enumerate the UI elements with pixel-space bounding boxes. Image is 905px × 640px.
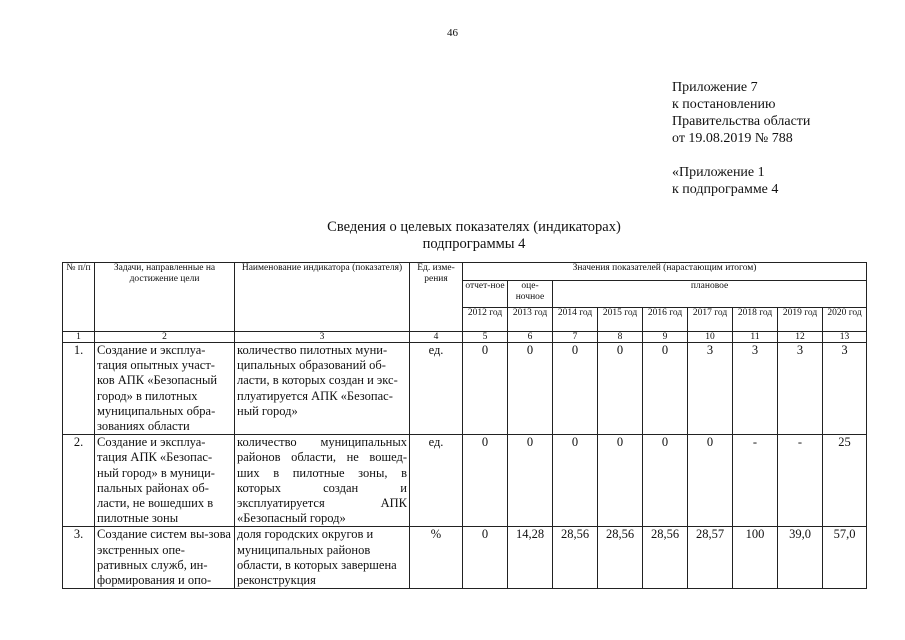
column-number: 9 bbox=[643, 332, 688, 343]
row-value: 0 bbox=[508, 343, 553, 435]
row-value: - bbox=[778, 435, 823, 527]
title-line-1: Сведения о целевых показателях (индикаторах) bbox=[327, 219, 621, 235]
row-task: Создание систем вы-зова экстренных опе-ративных служб, ин-формирования и опо- bbox=[95, 527, 235, 589]
appendix-line: Приложение 7 bbox=[672, 80, 758, 95]
table-row bbox=[63, 343, 867, 435]
row-value: 0 bbox=[553, 343, 598, 435]
column-number: 3 bbox=[235, 332, 410, 343]
header-year: 2012 год bbox=[463, 308, 508, 332]
column-number: 13 bbox=[823, 332, 867, 343]
row-value: 57,0 bbox=[823, 527, 867, 589]
row-value: 3 bbox=[688, 343, 733, 435]
row-value: 0 bbox=[598, 343, 643, 435]
appendix-line: Правительства области bbox=[672, 114, 811, 129]
row-unit: ед. bbox=[410, 343, 463, 435]
row-value: 25 bbox=[823, 435, 867, 527]
appendix-line: «Приложение 1 bbox=[672, 165, 765, 180]
row-value: 3 bbox=[733, 343, 778, 435]
row-value: 28,56 bbox=[553, 527, 598, 589]
row-value: 28,57 bbox=[688, 527, 733, 589]
row-indicator: количество пилотных муни-ципальных образований об-ласти, в которых создан и экс-плуатируется АПК «Безопас-ный город» bbox=[235, 343, 410, 435]
appendix-line: к постановлению bbox=[672, 97, 776, 112]
row-value: 28,56 bbox=[598, 527, 643, 589]
row-task: Создание и эксплуа-тация АПК «Безопас-ный город» в муници-пальных районах об-ласти, не вошедших в пилотные зоны bbox=[95, 435, 235, 527]
header-unit: Ед. изме-рения bbox=[410, 263, 463, 332]
row-value: 3 bbox=[778, 343, 823, 435]
column-number: 10 bbox=[688, 332, 733, 343]
header-values: Значения показателей (нарастающим итогом) bbox=[463, 263, 867, 281]
table-row bbox=[63, 435, 867, 527]
row-value: 0 bbox=[508, 435, 553, 527]
row-value: 3 bbox=[823, 343, 867, 435]
column-number: 1 bbox=[63, 332, 95, 343]
header-year: 2017 год bbox=[688, 308, 733, 332]
indicators-table bbox=[62, 262, 867, 589]
row-num: 3. bbox=[63, 527, 95, 589]
row-task: Создание и эксплуа-тация опытных участ-ков АПК «Безопасный город» в пилотных муниципальных обра-зованиях области bbox=[95, 343, 235, 435]
row-num: 1. bbox=[63, 343, 95, 435]
header-indicator: Наименование индикатора (показателя) bbox=[235, 263, 410, 332]
header-reported: отчет-ное bbox=[463, 281, 508, 308]
column-number: 11 bbox=[733, 332, 778, 343]
page-number: 46 bbox=[447, 27, 458, 39]
header-year: 2019 год bbox=[778, 308, 823, 332]
row-num: 2. bbox=[63, 435, 95, 527]
appendix-block bbox=[672, 79, 810, 198]
title-line-2: подпрограммы 4 bbox=[422, 236, 526, 252]
row-value: 14,28 bbox=[508, 527, 553, 589]
row-value: 0 bbox=[463, 343, 508, 435]
row-value: 0 bbox=[598, 435, 643, 527]
header-estimated: оце-ночное bbox=[508, 281, 553, 308]
row-indicator: количество муниципальных районов области, не вошед-ших в пилотные зоны, в которых создан и эксплуатируется АПК «Безопасный город» bbox=[235, 435, 410, 527]
row-unit: ед. bbox=[410, 435, 463, 527]
row-value: 0 bbox=[643, 343, 688, 435]
column-number: 7 bbox=[553, 332, 598, 343]
row-value: 0 bbox=[688, 435, 733, 527]
row-unit: % bbox=[410, 527, 463, 589]
column-number: 2 bbox=[95, 332, 235, 343]
column-number: 5 bbox=[463, 332, 508, 343]
row-value: - bbox=[733, 435, 778, 527]
header-year: 2018 год bbox=[733, 308, 778, 332]
column-number: 4 bbox=[410, 332, 463, 343]
appendix-line: от 19.08.2019 № 788 bbox=[672, 131, 793, 146]
header-year: 2014 год bbox=[553, 308, 598, 332]
column-number: 12 bbox=[778, 332, 823, 343]
header-year: 2020 год bbox=[823, 308, 867, 332]
column-number: 6 bbox=[508, 332, 553, 343]
header-year: 2015 год bbox=[598, 308, 643, 332]
row-indicator: доля городских округов и муниципальных районов области, в которых завершена реконструкция bbox=[235, 527, 410, 589]
header-planned: плановое bbox=[553, 281, 867, 308]
document-title bbox=[0, 219, 905, 253]
table-row bbox=[63, 527, 867, 589]
row-value: 100 bbox=[733, 527, 778, 589]
header-year: 2013 год bbox=[508, 308, 553, 332]
row-value: 39,0 bbox=[778, 527, 823, 589]
row-value: 0 bbox=[463, 527, 508, 589]
header-tasks: Задачи, направленные на достижение цели bbox=[95, 263, 235, 332]
row-value: 0 bbox=[643, 435, 688, 527]
header-year: 2016 год bbox=[643, 308, 688, 332]
column-number: 8 bbox=[598, 332, 643, 343]
row-value: 0 bbox=[553, 435, 598, 527]
row-value: 0 bbox=[463, 435, 508, 527]
row-value: 28,56 bbox=[643, 527, 688, 589]
header-num: № п/п bbox=[63, 263, 95, 332]
appendix-line: к подпрограмме 4 bbox=[672, 182, 779, 197]
